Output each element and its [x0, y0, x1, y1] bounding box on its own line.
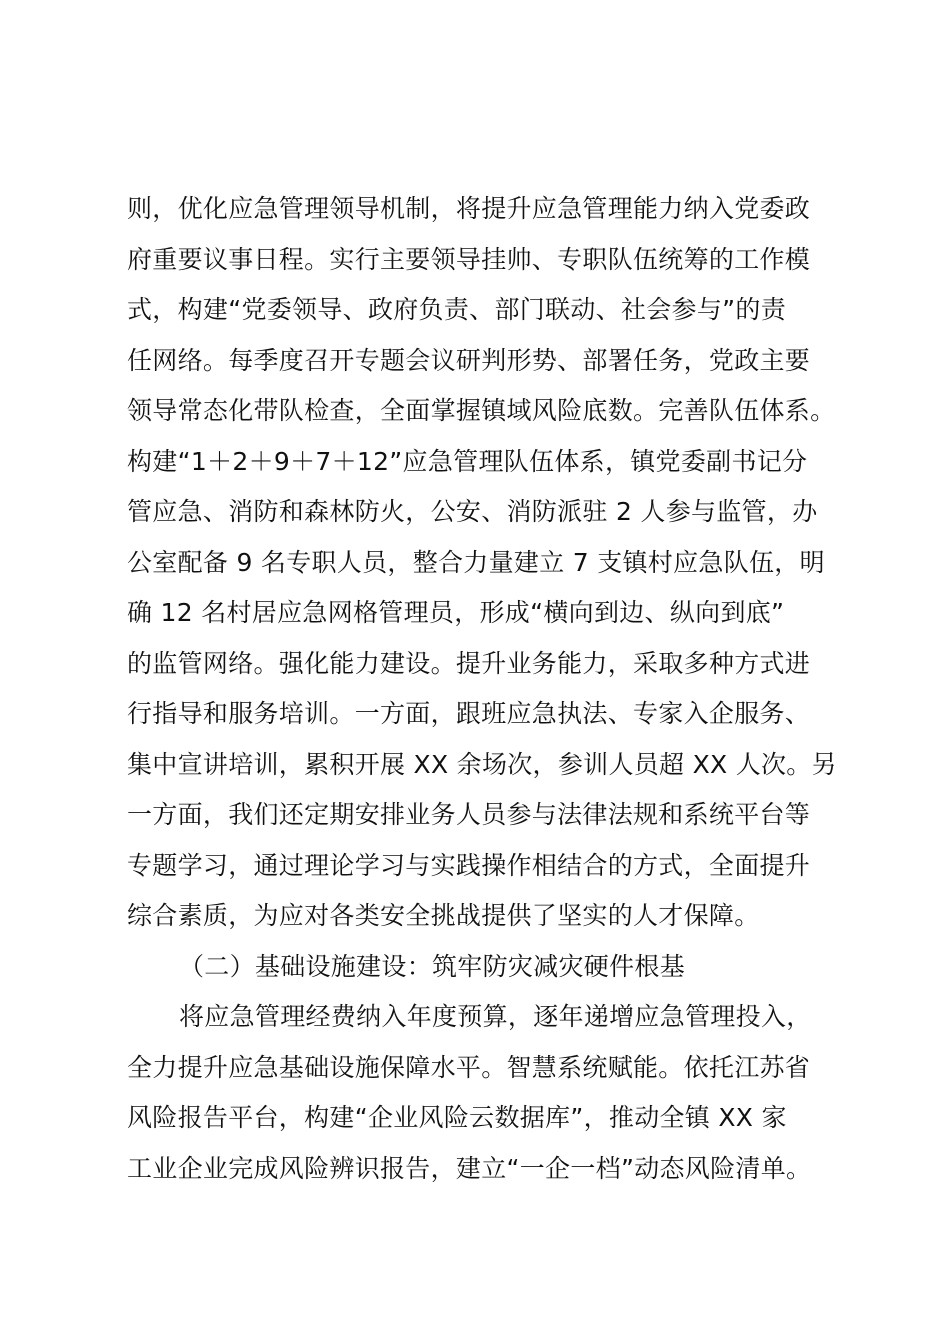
- text-line: 府重要议事日程。实行主要领导挂帅、专职队伍统筹的工作模: [127, 244, 811, 274]
- body-text: [127, 184, 847, 1194]
- text-line: 则，优化应急管理领导机制，将提升应急管理能力纳入党委政: [127, 194, 811, 223]
- text-line: 风险报告平台，构建“企业风险云数据库”，推动全镇 XX 家: [127, 1103, 787, 1132]
- paragraph-first-line: 将应急管理经费纳入年度预算，逐年递增应急管理投入，: [179, 1002, 812, 1031]
- text-line: 管应急、消防和森林防火，公安、消防派驻 2 人参与监管，办: [127, 497, 818, 526]
- text-line: 集中宣讲培训，累积开展 XX 余场次，参训人员超 XX 人次。另: [127, 749, 837, 779]
- text-line: 工业企业完成风险辨识报告，建立“一企一档”动态风险清单。: [127, 1153, 812, 1183]
- text-line: 构建“1＋2＋9＋7＋12”应急管理队伍体系，镇党委副书记分: [127, 446, 808, 476]
- section-heading: （二）基础设施建设：筑牢防灾减灾硬件根基: [179, 951, 686, 981]
- text-line: 专题学习，通过理论学习与实践操作相结合的方式，全面提升: [127, 850, 811, 880]
- text-line: 综合素质，为应对各类安全挑战提供了坚实的人才保障。: [127, 901, 760, 930]
- text-line: 式，构建“党委领导、政府负责、部门联动、社会参与”的责: [127, 295, 787, 324]
- text-line: 领导常态化带队检查，全面掌握镇域风险底数。完善队伍体系。: [127, 396, 836, 425]
- text-line: 一方面，我们还定期安排业务人员参与法律法规和系统平台等: [127, 800, 811, 829]
- text-line: 公室配备 9 名专职人员，整合力量建立 7 支镇村应急队伍，明: [127, 547, 825, 577]
- text-line: 任网络。每季度召开专题会议研判形势、部署任务，党政主要: [127, 345, 811, 375]
- text-line: 全力提升应急基础设施保障水平。智慧系统赋能。依托江苏省: [127, 1052, 811, 1082]
- text-line: 行指导和服务培训。一方面，跟班应急执法、专家入企服务、: [127, 699, 811, 728]
- text-line: 的监管网络。强化能力建设。提升业务能力，采取多种方式进: [127, 648, 811, 678]
- text-line: 确 12 名村居应急网格管理员，形成“横向到边、纵向到底”: [127, 598, 785, 627]
